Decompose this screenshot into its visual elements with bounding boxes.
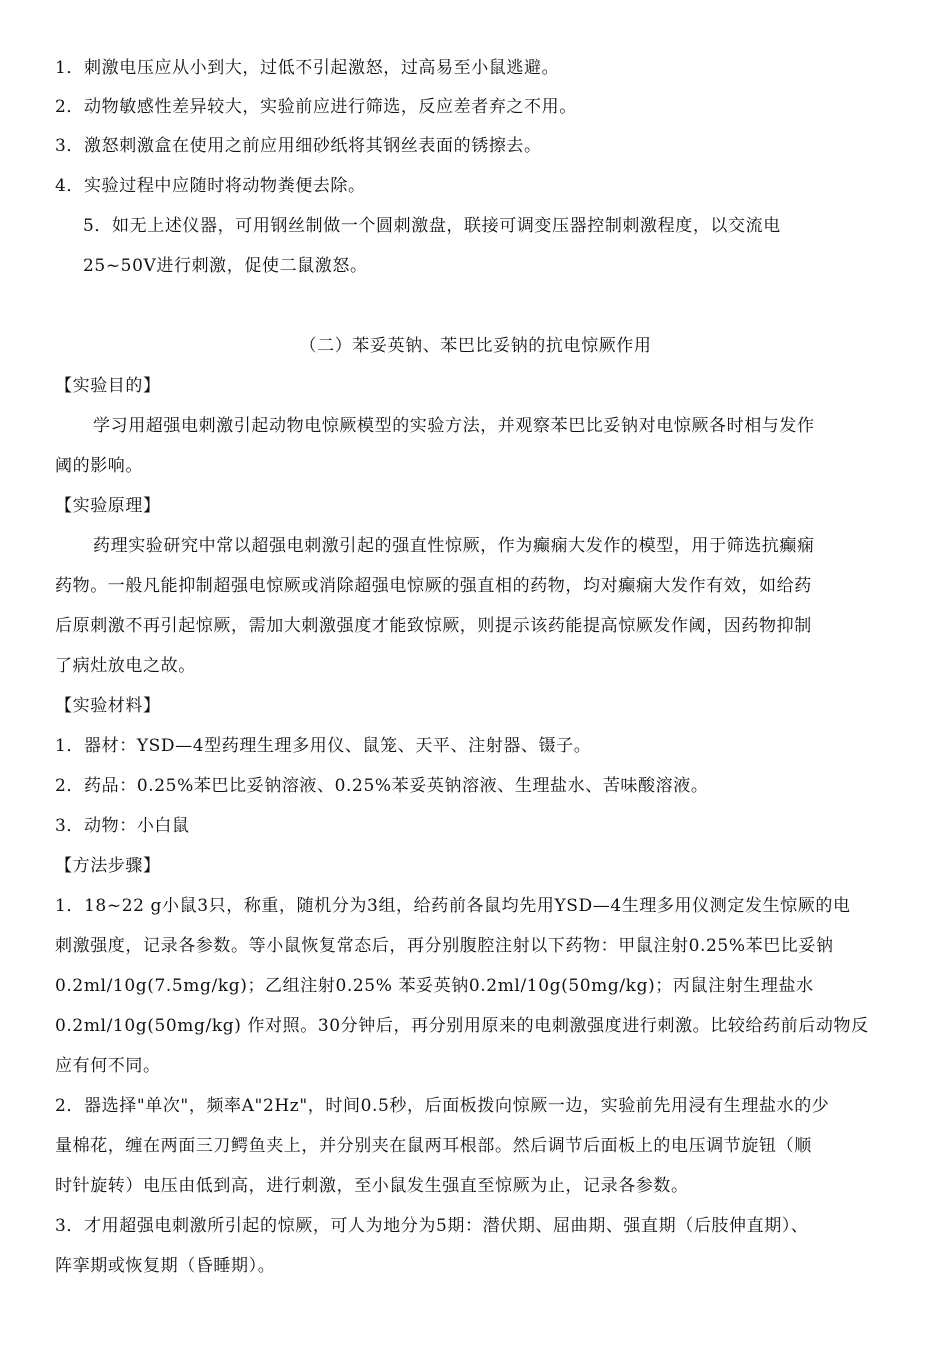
- principle-text-4: 了病灶放电之故。: [55, 656, 196, 676]
- note-item-3: 3．激怒刺激盒在使用之前应用细砂纸将其钢丝表面的锈擦去。: [55, 136, 542, 156]
- heading-purpose: 【实验目的】: [55, 376, 161, 396]
- method-1-line-3: 0.2ml/10g(7.5mg/kg)；乙组注射0.25% 苯妥英钠0.2ml/10g(50mg/kg)；丙鼠注射生理盐水: [55, 976, 814, 996]
- method-1-line-4: 0.2ml/10g(50mg/kg) 作对照。30分钟后，再分别用原来的电刺激强度进行刺激。比较给药前后动物反: [55, 1016, 869, 1036]
- note-item-5: 5．如无上述仪器，可用钢丝制做一个圆刺激盘，联接可调变压器控制刺激程度，以交流电: [83, 216, 781, 236]
- method-3-line-1: 3．才用超强电刺激所引起的惊厥，可人为地分为5期：潜伏期、屈曲期、强直期（后肢伸直期）、: [55, 1216, 809, 1236]
- method-2-line-2: 量棉花，缠在两面三刀鳄鱼夹上，并分别夹在鼠两耳根部。然后调节后面板上的电压调节旋钮（顺: [55, 1136, 812, 1156]
- method-1-line-2: 刺激强度，记录各参数。等小鼠恢复常态后，再分别腹腔注射以下药物：甲鼠注射0.25%苯巴比妥钠: [55, 936, 834, 956]
- materials-item-2: 2．药品：0.25%苯巴比妥钠溶液、0.25%苯妥英钠溶液、生理盐水、苦味酸溶液。: [55, 776, 709, 796]
- note-item-1: 1．刺激电压应从小到大，过低不引起激怒，过高易至小鼠逃避。: [55, 58, 560, 78]
- heading-methods: 【方法步骤】: [55, 856, 161, 876]
- method-1-line-5: 应有何不同。: [55, 1056, 161, 1076]
- purpose-text-cont: 阈的影响。: [55, 456, 143, 476]
- method-2-line-1: 2．器选择"单次"，频率A"2Hz"，时间0.5秒，后面板拨向惊厥一边，实验前先用浸有生理盐水的少: [55, 1096, 830, 1116]
- note-item-2: 2．动物敏感性差异较大，实验前应进行筛选，反应差者弃之不用。: [55, 97, 577, 117]
- purpose-text: 学习用超强电刺激引起动物电惊厥模型的实验方法，并观察苯巴比妥钠对电惊厥各时相与发作: [93, 416, 815, 436]
- heading-principle: 【实验原理】: [55, 496, 161, 516]
- note-item-4: 4．实验过程中应随时将动物粪便去除。: [55, 176, 366, 196]
- principle-text-2: 药物。一般凡能抑制超强电惊厥或消除超强电惊厥的强直相的药物，均对癫痫大发作有效，如给药: [55, 576, 812, 596]
- section-title: （二）苯妥英钠、苯巴比妥钠的抗电惊厥作用: [299, 336, 652, 356]
- note-item-5-cont: 25~50V进行刺激，促使二鼠激怒。: [83, 256, 368, 276]
- principle-text-3: 后原刺激不再引起惊厥，需加大刺激强度才能致惊厥，则提示该药能提高惊厥发作阈，因药物抑制: [55, 616, 812, 636]
- method-3-line-2: 阵挛期或恢复期（昏睡期）。: [55, 1256, 276, 1276]
- principle-text-1: 药理实验研究中常以超强电刺激引起的强直性惊厥，作为癫痫大发作的模型，用于筛选抗癫痫: [93, 536, 815, 556]
- materials-item-1: 1．器材：YSD—4型药理生理多用仪、鼠笼、天平、注射器、镊子。: [55, 736, 592, 756]
- method-1-line-1: 1．18~22 g小鼠3只，称重，随机分为3组，给药前各鼠均先用YSD—4生理多用仪测定发生惊厥的电: [55, 896, 851, 916]
- materials-item-3: 3．动物：小白鼠: [55, 816, 190, 836]
- method-2-line-3: 时针旋转）电压由低到高，进行刺激，至小鼠发生强直至惊厥为止，记录各参数。: [55, 1176, 689, 1196]
- heading-materials: 【实验材料】: [55, 696, 161, 716]
